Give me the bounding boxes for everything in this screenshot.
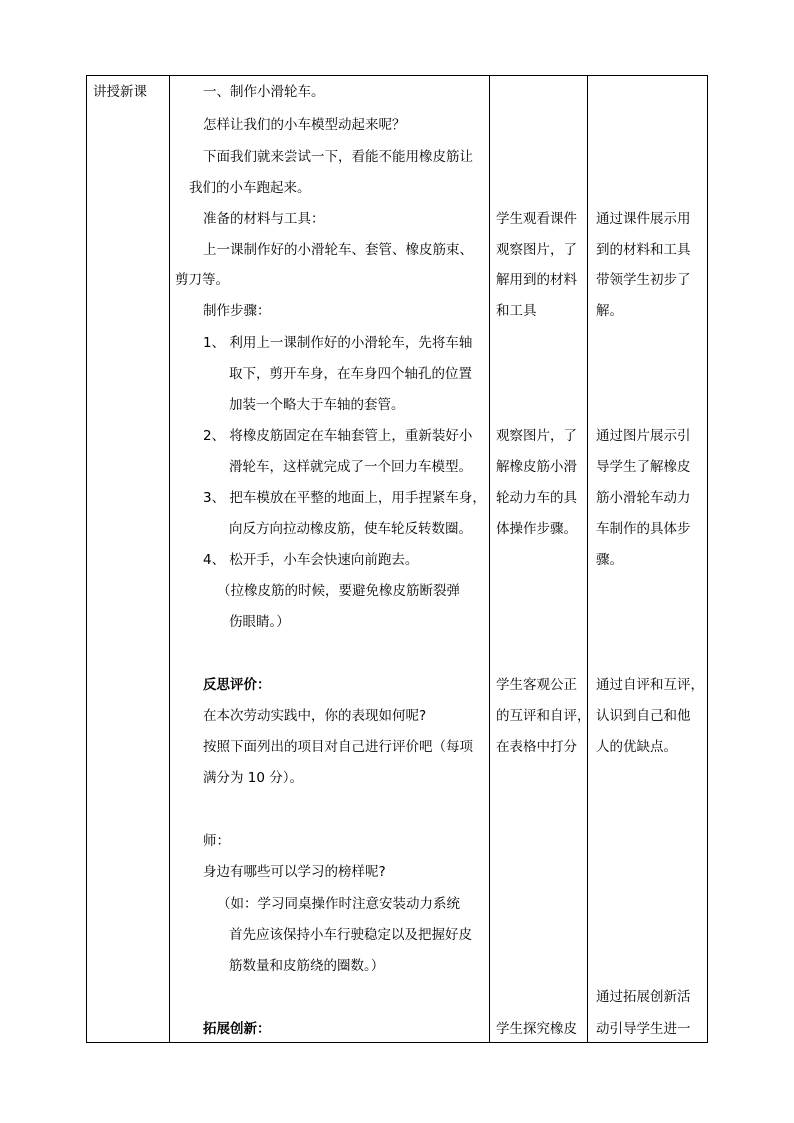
step-line: 4、 松开手，小车会快速向前跑去。	[203, 552, 419, 568]
step-line: 3、 把车模放在平整的地面上，用手捏紧车身，	[203, 490, 486, 506]
step-line: 加装一个略大于车轴的套管。	[229, 397, 405, 413]
design-intent: 骤。	[596, 552, 623, 568]
student-activity: 学生观看课件	[496, 211, 577, 227]
student-activity: 学生探究橡皮	[496, 1021, 577, 1037]
materials-line: 上一课制作好的小滑轮车、套管、橡皮筋束、	[203, 242, 473, 258]
student-activity: 和工具	[496, 303, 537, 319]
design-intent: 带领学生初步了	[596, 272, 691, 288]
step-line: 1、 利用上一课制作好的小滑轮车，先将车轴	[203, 335, 473, 351]
design-intent: 通过图片展示引	[596, 428, 691, 444]
steps-title: 制作步骤：	[203, 303, 271, 319]
materials-line: 剪刀等。	[175, 272, 229, 288]
student-activity: 体操作步骤。	[496, 521, 577, 537]
design-intent: 人的优缺点。	[596, 739, 677, 755]
design-intent: 通过自评和互评，	[596, 677, 704, 693]
step-line: 滑轮车，这样就完成了一个回力车模型。	[229, 459, 472, 475]
step-line: 2、 将橡皮筋固定在车轴套管上，重新装好小	[203, 428, 473, 444]
design-intent: 筋小滑轮车动力	[596, 490, 691, 506]
student-activity: 在表格中打分	[496, 739, 577, 755]
step-line: 向反方向拉动橡皮筋，使车轮反转数圈。	[229, 521, 472, 537]
student-activity: 轮动力车的具	[496, 490, 577, 506]
design-intent: 到的材料和工具	[596, 242, 691, 258]
student-activity: 的互评和自评，	[496, 708, 591, 724]
student-activity: 观察图片，了	[496, 428, 577, 444]
part1-title: 一、制作小滑轮车。	[203, 84, 325, 100]
step-line: 取下，剪开车身，在车身四个轴孔的位置	[229, 366, 472, 382]
design-intent: 车制作的具体步	[596, 521, 691, 537]
column-divider	[587, 76, 588, 1042]
column-divider	[489, 76, 490, 1042]
safety-note: 伤眼睛。）	[229, 614, 290, 630]
reflect-line: 满分为 10 分）。	[203, 770, 304, 786]
design-intent: 导学生了解橡皮	[596, 459, 691, 475]
extend-title: 拓展创新：	[203, 1021, 271, 1037]
question-text: 怎样让我们的小车模型动起来呢？	[203, 117, 406, 133]
student-activity: 观察图片，了	[496, 242, 577, 258]
materials-title: 准备的材料与工具：	[203, 211, 325, 227]
reflect-line: 按照下面列出的项目对自己进行评价吧（每项	[203, 739, 473, 755]
student-activity: 解橡皮筋小滑	[496, 459, 577, 475]
intro-line: 下面我们就来尝试一下，看能不能用橡皮筋让	[203, 149, 473, 165]
teacher-label: 师：	[203, 833, 230, 849]
design-intent: 解。	[596, 303, 623, 319]
design-intent: 通过课件展示用	[596, 211, 691, 227]
reflect-line: 在本次劳动实践中，你的表现如何呢?	[203, 708, 427, 724]
design-intent: 认识到自己和他	[596, 708, 691, 724]
design-intent: 通过拓展创新活	[596, 989, 691, 1005]
column-divider	[169, 76, 170, 1042]
section-label: 讲授新课	[93, 84, 147, 100]
example-line: （如：学习同桌操作时注意安装动力系统	[217, 896, 460, 912]
student-activity: 学生客观公正	[496, 677, 577, 693]
student-activity: 解用到的材料	[496, 272, 577, 288]
example-line: 首先应该保持小车行驶稳定以及把握好皮	[229, 927, 472, 943]
safety-note: （拉橡皮筋的时候，要避免橡皮筋断裂弹	[217, 583, 460, 599]
teacher-question: 身边有哪些可以学习的榜样呢?	[203, 864, 386, 880]
reflect-title: 反思评价：	[203, 677, 271, 693]
example-line: 筋数量和皮筋绕的圈数。）	[229, 958, 385, 974]
intro-line: 我们的小车跑起来。	[189, 180, 311, 196]
design-intent: 动引导学生进一	[596, 1021, 691, 1037]
